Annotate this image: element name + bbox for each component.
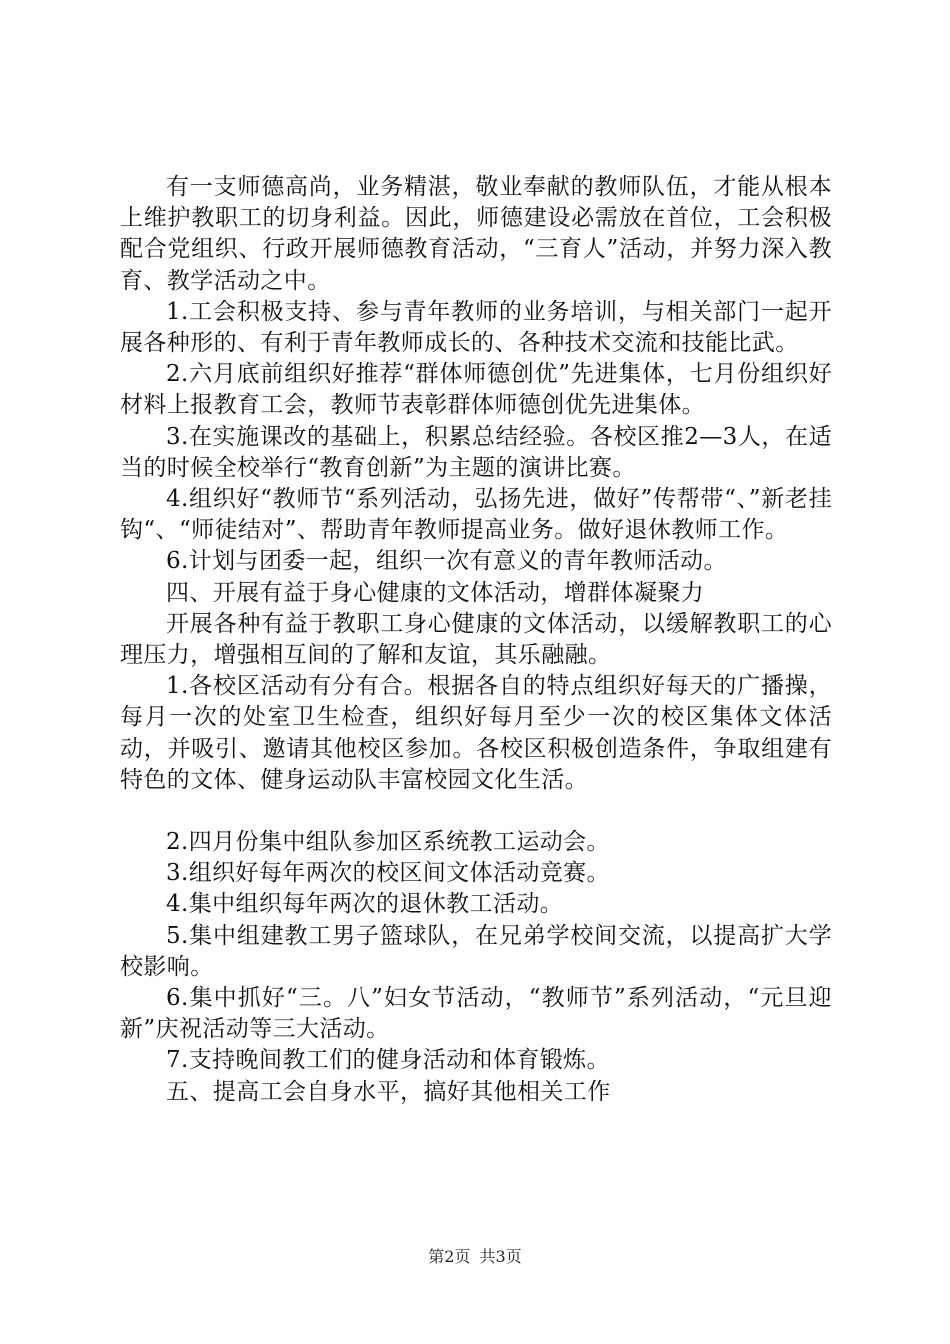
paragraph-item: 1.工会积极支持、参与青年教师的业务培训，与相关部门一起开展各种形的、有利于青年教师成长的、各种技术交流和技能比武。 <box>120 298 832 357</box>
paragraph-item: 7.支持晚间教工们的健身活动和体育锻炼。 <box>166 1047 610 1074</box>
paragraph-item: 3.组织好每年两次的校区间文体活动竞赛。 <box>166 860 610 887</box>
paragraph-item: 4.集中组织每年两次的退休教工活动。 <box>166 891 564 918</box>
page-total: 共3页 <box>479 1247 522 1266</box>
paragraph-item: 6.计划与团委一起，组织一次有意义的青年教师活动。 <box>166 548 727 575</box>
paragraph-intro: 开展各种有益于教职工身心健康的文体活动，以缓解教职工的心理压力，增强相互间的了解和友谊，其乐融融。 <box>120 610 832 669</box>
section-heading: 四、开展有益于身心健康的文体活动，增群体凝聚力 <box>166 579 705 606</box>
paragraph-item: 1.各校区活动有分有合。根据各自的特点组织好每天的广播操，每月一次的处室卫生检查，组织好每月至少一次的校区集体文体活动，并吸引、邀请其他校区参加。各校区积极创造条件，争取组建有特色的文体、健身运动队丰富校园文化生活。 <box>120 673 832 793</box>
paragraph-item: 2.四月份集中组队参加区系统教工运动会。 <box>166 829 610 856</box>
page-footer <box>0 1244 950 1267</box>
paragraph-item: 2.六月底前组织好推荐“群体师德创优”先进集体，七月份组织好材料上报教育工会，教师节表彰群体师德创优先进集体。 <box>120 361 832 419</box>
blank-line <box>120 796 832 827</box>
document-body <box>120 172 832 1108</box>
paragraph-item: 6.集中抓好“三。八”妇女节活动，“教师节”系列活动，“元旦迎新”庆祝活动等三大活动。 <box>120 985 832 1043</box>
paragraph-item: 3.在实施课改的基础上，积累总结经验。各校区推2—3人，在适当的时候全校举行“教育创新”为主题的演讲比赛。 <box>120 423 832 481</box>
section-heading: 五、提高工会自身水平，搞好其他相关工作 <box>166 1078 611 1105</box>
paragraph-intro: 有一支师德高尚，业务精湛，敬业奉献的教师队伍，才能从根本上维护教职工的切身利益。因此，师德建设必需放在首位，工会积极配合党组织、行政开展师德教育活动，“三育人”活动，并努力深入教育、教学活动之中。 <box>120 174 832 294</box>
paragraph-item: 4.组织好“教师节“系列活动，弘扬先进，做好”传帮带“、”新老挂钩“、“师徒结对”、帮助青年教师提高业务。做好退休教师工作。 <box>120 486 832 544</box>
page-number: 第2页 <box>428 1247 471 1266</box>
paragraph-item: 5.集中组建教工男子篮球队，在兄弟学校间交流，以提高扩大学校影响。 <box>120 922 832 980</box>
